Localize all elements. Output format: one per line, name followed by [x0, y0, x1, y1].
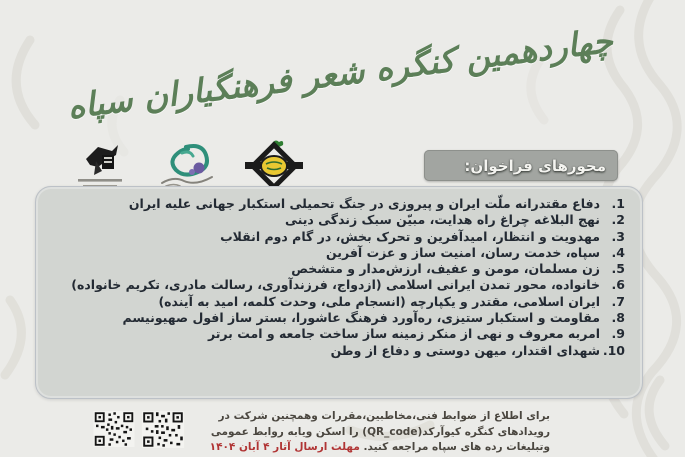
theme-text: امربه معروف و نهی از منکر زمینه ساز ساخت جامعه و امت برتر: [207, 326, 600, 342]
theme-item: [50, 212, 628, 228]
footer-line-1: برای اطلاع از ضوابط فنی،مخاطبین،مقررات وهمچنین شرکت در: [218, 410, 550, 422]
qr-code-icon: [93, 411, 135, 447]
theme-number: 2.: [611, 212, 625, 228]
theme-number: 5.: [611, 261, 625, 277]
theme-number: 1.: [611, 196, 625, 211]
footer-line-3-text: وتبلیغات رده های سپاه مراجعه کنید.: [363, 441, 550, 453]
congress-title: چهاردهمین کنگره شعر فرهنگیاران سپاه: [65, 20, 615, 126]
qr-code-icon: [141, 411, 185, 448]
theme-number: 7.: [611, 293, 625, 309]
theme-text: زن مسلمان، مومن و عفیف، ارزش‌مدار و متشخص: [291, 261, 600, 277]
footer-line-3: [203, 440, 550, 456]
star-medal-emblem-logo: [243, 137, 305, 191]
theme-item: [50, 196, 628, 212]
theme-item: [50, 310, 628, 326]
theme-number: 9.: [611, 326, 625, 342]
theme-number: 3.: [611, 228, 625, 244]
theme-text: شهدای اقتدار، میهن دوستی و دفاع از وطن: [330, 342, 600, 358]
organization-emblem-logo: [72, 141, 128, 191]
theme-text: مقاومت و استکبار ستیزی، ره‌آورد فرهنگ عاشورا، بستر ساز افول صهیونیسم: [122, 310, 600, 326]
deadline-text: مهلت ارسال آثار ۴ آبان ۱۴۰۴: [209, 441, 360, 453]
theme-item: [50, 326, 628, 342]
theme-number: 4.: [611, 244, 625, 260]
footer-line-2: رویدادهای کنگره کیوآرکد(QR_code) را اسکن ویابه روابط عمومی: [210, 425, 550, 438]
theme-item: [50, 294, 628, 310]
theme-number: 8.: [611, 310, 625, 326]
qr-code-group: [93, 411, 185, 448]
theme-text: سپاه، خدمت رسان، امنیت ساز و عزت آفرین: [326, 244, 600, 260]
theme-item: [50, 343, 628, 359]
theme-item: [50, 229, 628, 245]
theme-item: [50, 261, 628, 277]
theme-text: خانواده، محور تمدن ایرانی اسلامی (ازدواج، فرزندآوری، رسالت مادری، تکریم خانواده): [71, 277, 600, 293]
themes-panel: [35, 186, 643, 399]
theme-number: 10.: [602, 342, 625, 358]
theme-text: نهج البلاغه چراغ راه هدایت، مبیّن سبک زندگی دینی: [284, 212, 600, 228]
theme-text: دفاع مقتدرانه ملّت ایران و پیروزی در جنگ تحمیلی استکبار جهانی علیه ایران: [128, 196, 600, 211]
theme-number: 6.: [611, 277, 625, 293]
theme-item: [50, 245, 628, 261]
theme-text: مهدویت و انتظار، امیدآفرین و تحرک بخش، در گام دوم انقلاب: [220, 228, 600, 244]
footer-notice: [203, 409, 550, 456]
theme-text: ایران اسلامی، مقتدر و یکپارچه (انسجام ملی، وحدت کلمه، امید به آینده): [158, 293, 600, 309]
theme-item: [50, 277, 628, 293]
themes-list: [50, 196, 628, 359]
section-label: محورهای فراخوان:: [424, 150, 618, 181]
calligraphy-seal-logo: [156, 141, 218, 191]
